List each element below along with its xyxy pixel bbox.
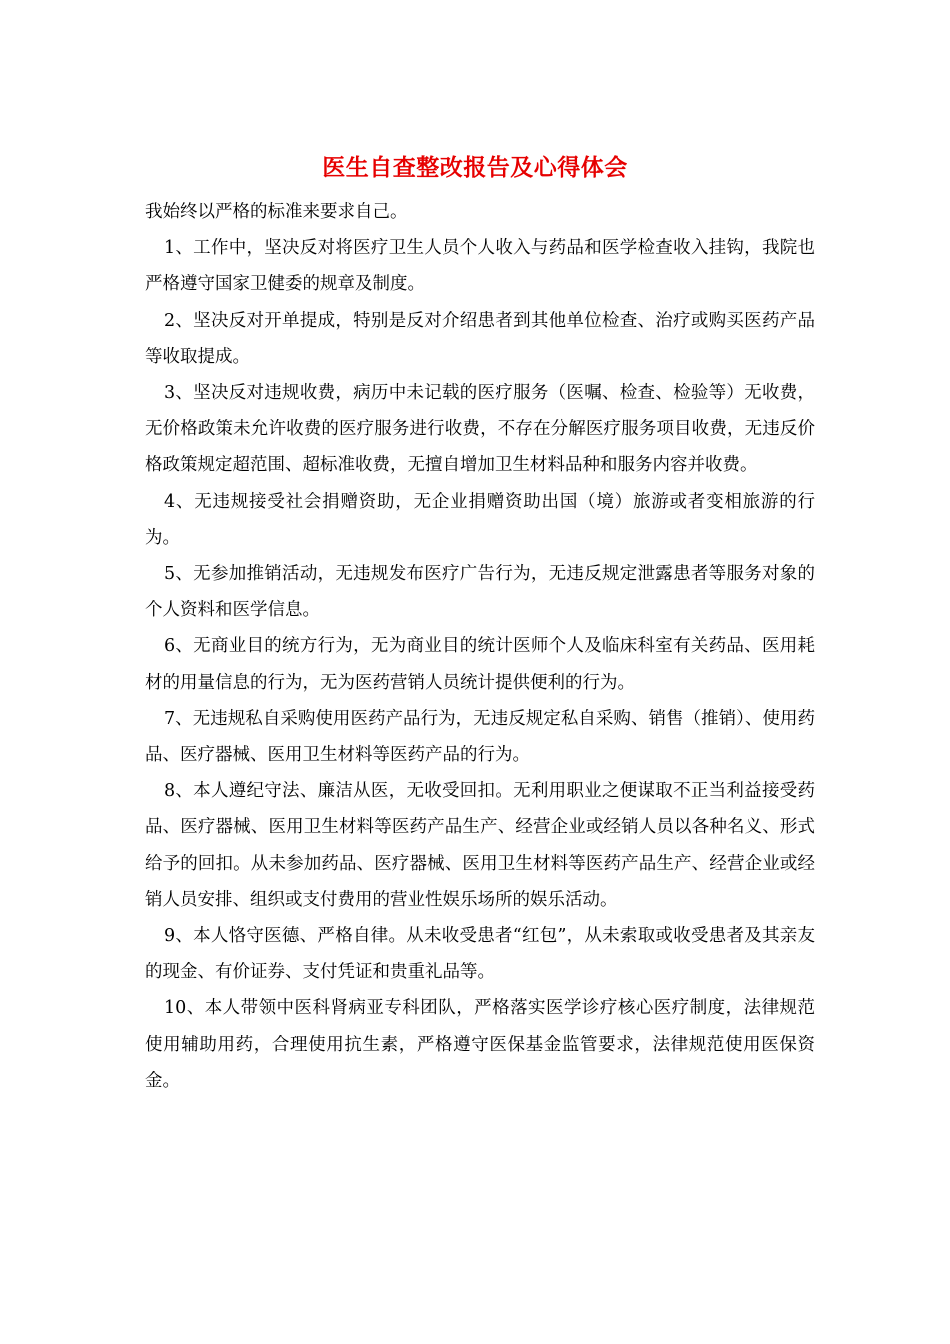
document-body: [145, 194, 815, 1099]
document-title: 医生自查整改报告及心得体会: [322, 154, 628, 181]
paragraph-10: 10、本人带领中医科肾病亚专科团队，严格落实医学诊疗核心医疗制度，法律规范使用辅助用药，合理使用抗生素，严格遵守医保基金监管要求，法律规范使用医保资金。: [145, 998, 815, 1091]
paragraph-3: 3、坚决反对违规收费，病历中未记载的医疗服务（医嘱、检查、检验等）无收费，无价格政策未允许收费的医疗服务进行收费，不存在分解医疗服务项目收费，无违反价格政策规定超范围、超标准收费，无擅自增加卫生材料品种和服务内容并收费。: [145, 383, 815, 476]
paragraph-2: 2、坚决反对开单提成，特别是反对介绍患者到其他单位检查、治疗或购买医药产品等收取提成。: [145, 310, 815, 367]
paragraph-9: 9、本人恪守医德、严格自律。从未收受患者“红包”，从未索取或收受患者及其亲友的现金、有价证券、支付凭证和贵重礼品等。: [145, 926, 815, 983]
paragraph-7: 7、无违规私自采购使用医药产品行为，无违反规定私自采购、销售（推销）、使用药品、医疗器械、医用卫生材料等医药产品的行为。: [145, 708, 815, 766]
paragraph-8: 8、本人遵纪守法、廉洁从医，无收受回扣。无利用职业之便谋取不正当利益接受药品、医疗器械、医用卫生材料等医药产品生产、经营企业或经销人员以各种名义、形式给予的回扣。从未参加药品、医疗器械、医用卫生材料等医药产品生产、经营企业或经销人员安排、组织或支付费用的营业性娱乐场所的娱乐活动。: [145, 781, 815, 910]
paragraph-5: 5、无参加推销活动，无违规发布医疗广告行为，无违反规定泄露患者等服务对象的个人资料和医学信息。: [145, 564, 815, 621]
paragraph-1: 1、工作中，坚决反对将医疗卫生人员个人收入与药品和医学检查收入挂钩，我院也严格遵守国家卫健委的规章及制度。: [145, 238, 815, 295]
intro-paragraph: 我始终以严格的标准来要求自己。: [145, 202, 408, 222]
paragraph-6: 6、无商业目的统方行为，无为商业目的统计医师个人及临床科室有关药品、医用耗材的用量信息的行为，无为医药营销人员统计提供便利的行为。: [145, 636, 815, 693]
paragraph-4: 4、无违规接受社会捐赠资助，无企业捐赠资助出国（境）旅游或者变相旅游的行为。: [145, 491, 815, 548]
